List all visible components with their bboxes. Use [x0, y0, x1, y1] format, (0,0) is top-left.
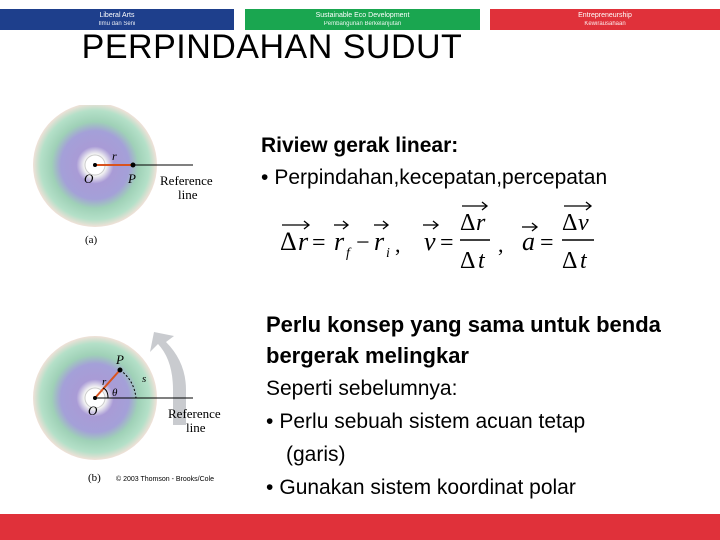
banner-subtitle: Pembangunan Berkelanjutan — [323, 21, 402, 27]
banner-title: Entrepreneurship — [578, 12, 632, 19]
figure-b-diagram — [28, 330, 253, 490]
ref-label-1: Reference — [168, 406, 221, 421]
origin-point — [93, 396, 97, 400]
motion-equations — [278, 200, 598, 285]
label-r: r — [102, 376, 107, 388]
concept-line-2: bergerak melingkar — [266, 343, 469, 368]
banner-subtitle: Kewirausahaan — [584, 21, 626, 27]
label-o: O — [88, 403, 98, 418]
figure-a — [28, 105, 253, 255]
symbol-r: r — [334, 227, 345, 256]
review-heading: Riview gerak linear: — [261, 134, 459, 157]
symbol-r: r — [374, 227, 385, 256]
bullet-item-2 — [266, 471, 716, 504]
comma: , — [395, 232, 401, 257]
equals-sign: = — [540, 230, 554, 256]
label-s: s — [142, 373, 147, 385]
comma: , — [498, 232, 504, 257]
banner-liberal-arts — [0, 9, 234, 30]
symbol-v: v — [578, 210, 589, 236]
caption-b: (b) — [88, 472, 101, 484]
point-p — [131, 163, 136, 168]
review-bullet — [261, 166, 607, 190]
delta-symbol: Δ — [460, 210, 476, 236]
subscript-f: f — [346, 246, 350, 261]
acceleration-equation — [522, 202, 594, 274]
prev-heading: Seperti sebelumnya: — [266, 377, 458, 400]
label-r: r — [112, 149, 117, 163]
copyright-text: © 2003 Thomson - Brooks/Cole — [116, 476, 215, 483]
slide-title-text: PERPINDAHAN SUDUT — [81, 28, 463, 66]
bullet-dot: • — [266, 410, 274, 433]
symbol-v: v — [424, 227, 436, 256]
displacement-equation — [280, 221, 401, 261]
banner-title: Liberal Arts — [99, 12, 135, 19]
label-p: P — [116, 352, 124, 367]
delta-symbol: Δ — [562, 248, 578, 274]
ref-label-2: line — [178, 187, 198, 202]
banner-title: Sustainable Eco Development — [315, 12, 410, 19]
bullet-1-text: Perlu sebuah sistem acuan tetap — [279, 410, 586, 433]
concept-text — [266, 309, 716, 371]
figure-b — [28, 330, 253, 490]
equals-sign: = — [440, 230, 454, 256]
equals-sign: = — [312, 230, 326, 256]
prev-section — [266, 372, 716, 504]
equations-graphic — [278, 200, 598, 280]
bullet-2-text: Gunakan sistem koordinat polar — [279, 476, 576, 499]
review-bullet-text: Perpindahan,kecepatan,percepatan — [274, 166, 608, 189]
symbol-r: r — [476, 210, 486, 236]
origin-point — [93, 163, 97, 167]
subscript-i: i — [386, 246, 390, 261]
label-theta: θ — [112, 387, 118, 399]
bullet-item-1 — [266, 405, 716, 438]
ref-label-2: line — [186, 420, 206, 435]
delta-symbol: Δ — [562, 210, 578, 236]
bullet-item-1-cont: (garis) — [286, 443, 346, 466]
banner-sustainable — [245, 9, 480, 30]
caption-a: (a) — [85, 234, 98, 246]
point-p — [118, 368, 123, 373]
banner-subtitle: Ilmu dan Seni — [98, 21, 136, 27]
banner-entrepreneurship — [490, 9, 720, 30]
delta-symbol: Δ — [460, 248, 476, 274]
symbol-t: t — [478, 248, 485, 274]
label-o: O — [84, 171, 94, 186]
slide-title — [0, 28, 720, 67]
footer-bar — [0, 514, 720, 540]
label-p: P — [128, 171, 136, 186]
symbol-r: r — [298, 227, 309, 256]
bullet-dot: • — [266, 476, 274, 499]
symbol-a: a — [522, 227, 535, 256]
symbol-t: t — [580, 248, 587, 274]
bullet-dot: • — [261, 166, 269, 189]
ref-label-1: Reference — [160, 173, 213, 188]
delta-symbol: Δ — [280, 227, 297, 256]
figure-a-diagram — [28, 105, 253, 255]
minus-sign: − — [356, 230, 370, 256]
velocity-equation — [423, 202, 504, 274]
concept-line-1: Perlu konsep yang sama untuk benda — [266, 312, 661, 337]
